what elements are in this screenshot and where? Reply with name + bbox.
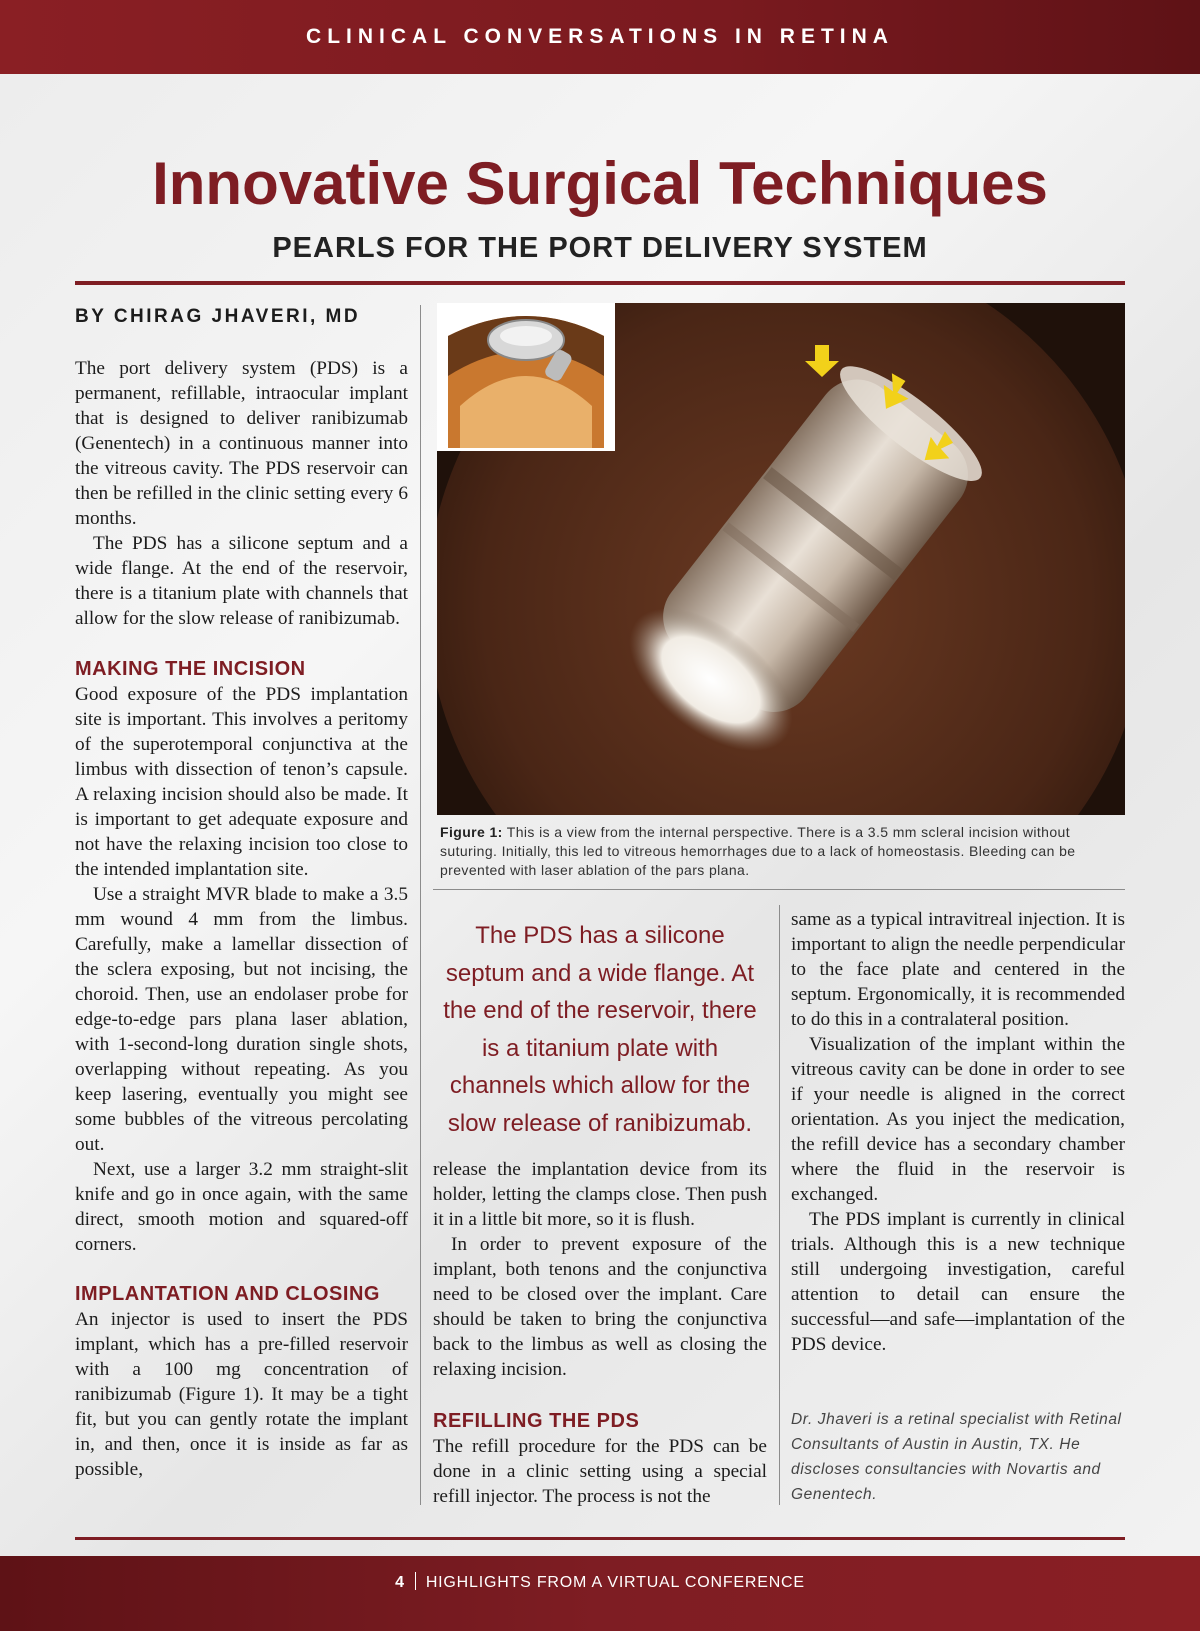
incision-paragraph-3: Next, use a larger 3.2 mm straight-slit knife and go in once again, with the same direct, smooth motion and squared-off corners. bbox=[75, 1159, 408, 1255]
refilling-paragraph-4: The PDS implant is currently in clinical trials. Although this is a new technique still undergoing investigation, careful attention to detail can ensure the successful—and safe—implantation of the PDS device. bbox=[791, 1209, 1125, 1355]
section-heading-refilling: REFILLING THE PDS bbox=[433, 1410, 640, 1432]
figure-1-image bbox=[437, 303, 1125, 815]
intro-paragraph-1: The port delivery system (PDS) is a permanent, refillable, intraocular implant that is designed to deliver ranibizumab (Genentech) in a continuous manner into the vitreous cavity. The PDS reservoir can then be refilled in the clinic setting every 6 months. bbox=[75, 358, 408, 529]
pull-quote: The PDS has a silicone septum and a wide flange. At the end of the reservoir, there is a titanium plate with channels which allow for the slow release of ranibizumab. bbox=[443, 922, 757, 1137]
figure-divider bbox=[433, 889, 1125, 890]
column-3 bbox=[791, 907, 1125, 1357]
intro-paragraph-2: The PDS has a silicone septum and a wide flange. At the end of the reservoir, there is a titanium plate with channels that allow for the slow release of ranibizumab. bbox=[75, 533, 408, 629]
article-title: Innovative Surgical Techniques bbox=[152, 150, 1048, 217]
incision-paragraph-2: Use a straight MVR blade to make a 3.5 mm wound 4 mm from the limbus. Carefully, make a lamellar dissection of the sclera exposing, but not incising, the choroid. Then, use an endolaser probe for edge-to-edge pars plana laser ablation, with 1-second-long duration single shots, overlapping without repeating. As you keep lasering, eventually you might see some bubbles of the vitreous percolating out. bbox=[75, 884, 408, 1155]
figure-caption bbox=[440, 823, 1125, 880]
implantation-paragraph-3: In order to prevent exposure of the implant, both tenons and the conjunctiva need to be closed over the implant. Care should be taken to bring the conjunctiva back to the limbus as well as closing the relaxing incision. bbox=[433, 1234, 767, 1380]
author-bio: Dr. Jhaveri is a retinal specialist with Retinal Consultants of Austin in Austin, TX. He discloses consultancies with Novartis and Genentech. bbox=[791, 1411, 1122, 1503]
figure-label: Figure 1: bbox=[440, 824, 503, 840]
page-number: 4 bbox=[395, 1574, 405, 1591]
section-heading-implantation: IMPLANTATION AND CLOSING bbox=[75, 1283, 380, 1305]
implantation-paragraph-1: An injector is used to insert the PDS implant, which has a pre-filled reservoir with a 100 mg concentration of ranibizumab (Figure 1). It may be a tight fit, but you can gently rotate the implant in, and then, once it is inside as far as possible, bbox=[75, 1309, 408, 1480]
top-banner: CLINICAL CONVERSATIONS IN RETINA bbox=[0, 0, 1200, 74]
refilling-paragraph-2: same as a typical intravitreal injection. It is important to align the needle perpendicular to the face plate and centered in the septum. Ergonomically, it is recommended to do this in a contralateral position. bbox=[791, 909, 1125, 1030]
footer-divider bbox=[75, 1537, 1125, 1540]
column-divider-1 bbox=[420, 305, 421, 1505]
footer-banner bbox=[0, 1556, 1200, 1631]
footer-separator bbox=[415, 1572, 416, 1590]
title-divider bbox=[75, 281, 1125, 285]
column-2 bbox=[433, 1157, 767, 1509]
figure-inset bbox=[437, 303, 615, 451]
article-subtitle: PEARLS FOR THE PORT DELIVERY SYSTEM bbox=[272, 232, 928, 264]
section-heading-incision: MAKING THE INCISION bbox=[75, 658, 306, 680]
incision-paragraph-1: Good exposure of the PDS implantation site is important. This involves a peritomy of the superotemporal conjunctiva at the limbus with dissection of tenon’s capsule. A relaxing incision should also be made. It is important to get adequate exposure and not have the relaxing incision too close to the intended implantation site. bbox=[75, 684, 408, 880]
footer-text: HIGHLIGHTS FROM A VIRTUAL CONFERENCE bbox=[425, 1574, 805, 1591]
refilling-paragraph-3: Visualization of the implant within the vitreous cavity can be done in order to see if your needle is aligned in the correct orientation. As you inject the medication, the refill device has a secondary chamber where the fluid in the reservoir is exchanged. bbox=[791, 1034, 1125, 1205]
figure-caption-text: This is a view from the internal perspective. There is a 3.5 mm scleral incision without suturing. Initially, this led to vitreous hemorrhages due to a lack of homeostasis. Bleeding can be prevented with laser ablation of the pars plana. bbox=[440, 824, 1076, 878]
eye-cross-section-diagram bbox=[440, 306, 612, 448]
refilling-paragraph-1: The refill procedure for the PDS can be done in a clinic setting using a special refill injector. The process is not the bbox=[433, 1436, 767, 1507]
implantation-paragraph-2: release the implantation device from its holder, letting the clamps close. Then push it in a little bit more, so it is flush. bbox=[433, 1159, 767, 1230]
column-divider-2 bbox=[779, 905, 780, 1505]
column-1 bbox=[75, 356, 408, 1482]
byline: BY CHIRAG JHAVERI, MD bbox=[75, 306, 361, 327]
